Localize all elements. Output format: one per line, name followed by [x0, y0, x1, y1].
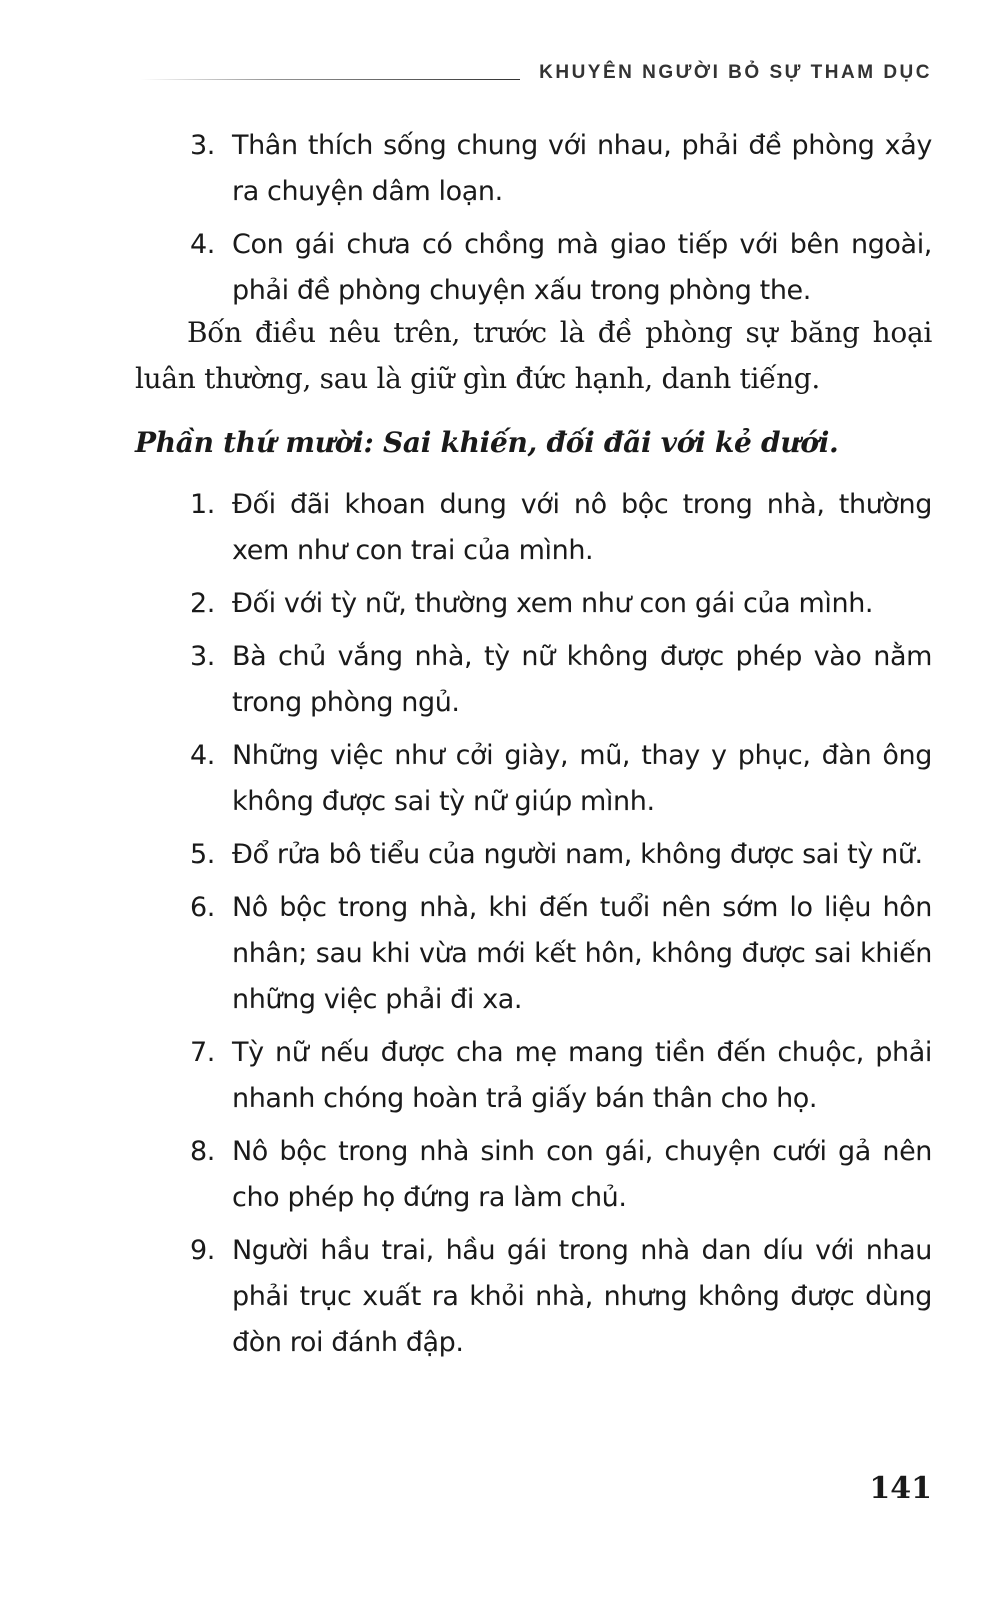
list-item-number: 6.	[190, 892, 215, 923]
list-item-number: 3.	[190, 130, 215, 161]
list-item-number: 7.	[190, 1037, 215, 1068]
list-item-text: Người hầu trai, hầu gái trong nhà dan díu với nhau phải trục xuất ra khỏi nhà, nhưng không được dùng đòn roi đánh đập.	[232, 1235, 932, 1358]
running-title: KHUYÊN NGƯỜI BỎ SỰ THAM DỤC	[539, 62, 932, 83]
list-item	[190, 1129, 932, 1221]
list-item	[190, 1228, 932, 1366]
list-item	[190, 1030, 932, 1122]
list-item	[190, 222, 932, 314]
list-item-number: 3.	[190, 641, 215, 672]
list-item-text: Nô bộc trong nhà sinh con gái, chuyện cưới gả nên cho phép họ đứng ra làm chủ.	[232, 1136, 932, 1213]
list-item-number: 2.	[190, 588, 215, 619]
list-item-text: Đối đãi khoan dung với nô bộc trong nhà, thường xem như con trai của mình.	[232, 489, 932, 566]
summary-paragraph: Bốn điều nêu trên, trước là đề phòng sự băng hoại luân thường, sau là giữ gìn đức hạnh, danh tiếng.	[135, 316, 932, 395]
list-item	[190, 123, 932, 215]
list-item-number: 8.	[190, 1136, 215, 1167]
list-item-number: 4.	[190, 229, 215, 260]
list-item	[190, 885, 932, 1023]
list-item	[190, 581, 932, 627]
list-item-text: Nô bộc trong nhà, khi đến tuổi nên sớm lo liệu hôn nhân; sau khi vừa mới kết hôn, không được sai khiến những việc phải đi xa.	[232, 892, 932, 1015]
list-item-number: 9.	[190, 1235, 215, 1266]
list-item-text: Thân thích sống chung với nhau, phải đề phòng xảy ra chuyện dâm loạn.	[232, 130, 932, 207]
list-item-number: 5.	[190, 839, 215, 870]
list-item-text: Đối với tỳ nữ, thường xem như con gái của mình.	[232, 588, 874, 619]
section-list	[190, 482, 932, 1373]
list-item	[190, 832, 932, 878]
header-rule	[140, 79, 520, 80]
list-item	[190, 733, 932, 825]
list-item-number: 1.	[190, 489, 215, 520]
list-item-number: 4.	[190, 740, 215, 771]
list-item	[190, 482, 932, 574]
section-heading: Phần thứ mười: Sai khiến, đối đãi với kẻ dưới.	[135, 426, 839, 459]
continued-list	[190, 123, 932, 321]
list-item-text: Bà chủ vắng nhà, tỳ nữ không được phép vào nằm trong phòng ngủ.	[232, 641, 932, 718]
running-header	[140, 60, 932, 88]
list-item-text: Con gái chưa có chồng mà giao tiếp với bên ngoài, phải đề phòng chuyện xấu trong phòng the.	[232, 229, 932, 306]
page-number: 141	[869, 1471, 932, 1506]
list-item	[190, 634, 932, 726]
list-item-text: Những việc như cởi giày, mũ, thay y phục, đàn ông không được sai tỳ nữ giúp mình.	[232, 740, 932, 817]
list-item-text: Tỳ nữ nếu được cha mẹ mang tiền đến chuộc, phải nhanh chóng hoàn trả giấy bán thân cho họ.	[232, 1037, 932, 1114]
list-item-text: Đổ rửa bô tiểu của người nam, không được sai tỳ nữ.	[232, 839, 923, 870]
